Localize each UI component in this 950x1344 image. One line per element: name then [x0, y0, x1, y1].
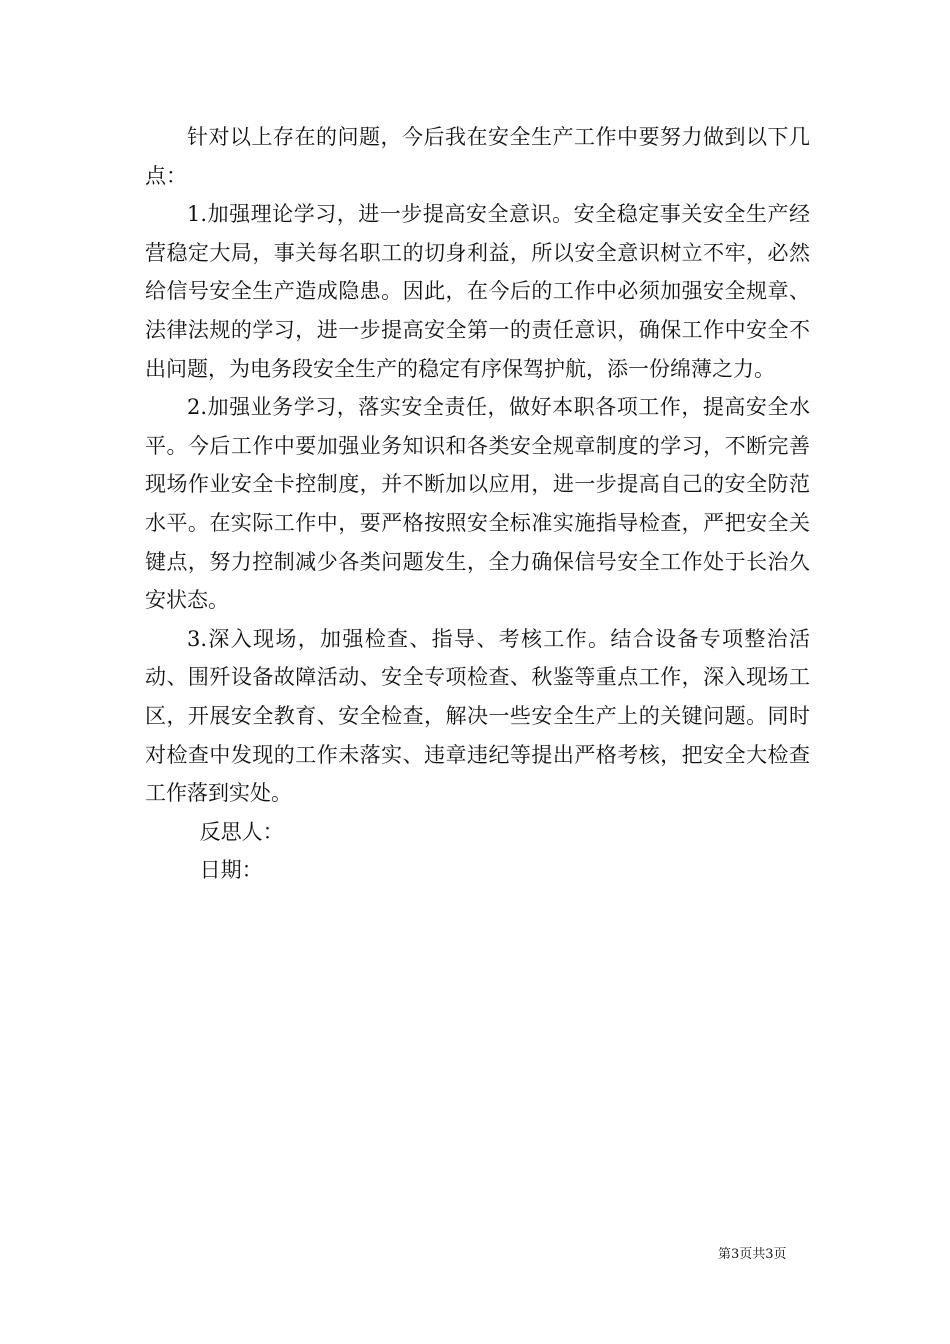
date-label: 日期： — [199, 858, 263, 883]
page-number: 第3页共3页 — [718, 1247, 787, 1262]
point-1-paragraph: 1.加强理论学习，进一步提高安全意识。安全稳定事关安全生产经营稳定大局，事关每名职工的切身利益，所以安全意识树立不牢，必然给信号安全生产造成隐患。因此，在今后的工作中必须加强安全规章、法律法规的学习，进一步提高安全第一的责任意识，确保工作中安全不出问题，为电务段安全生产的稳定有序保驾护航，添一份绵薄之力。 — [145, 202, 810, 381]
point-3-paragraph: 3.深入现场，加强检查、指导、考核工作。结合设备专项整治活动、围歼设备故障活动、安全专项检查、秋鉴等重点工作，深入现场工区，开展安全教育、安全检查，解决一些安全生产上的关键问题。同时对检查中发现的工作未落实、违章违纪等提出严格考核，把安全大检查工作落到实处。 — [145, 626, 810, 806]
point-2-paragraph: 2.加强业务学习，落实安全责任，做好本职各项工作，提高安全水平。今后工作中要加强业务知识和各类安全规章制度的学习，不断完善现场作业安全卡控制度，并不断加以应用，进一步提高自己的安全防范水平。在实际工作中，要严格按照安全标准实施指导检查，严把安全关键点，努力控制减少各类问题发生，全力确保信号安全工作处于长治久安状态。 — [145, 395, 810, 613]
signer-label: 反思人： — [199, 819, 284, 844]
document-body — [145, 118, 810, 890]
intro-paragraph: 针对以上存在的问题，今后我在安全生产工作中要努力做到以下几点： — [145, 125, 810, 188]
